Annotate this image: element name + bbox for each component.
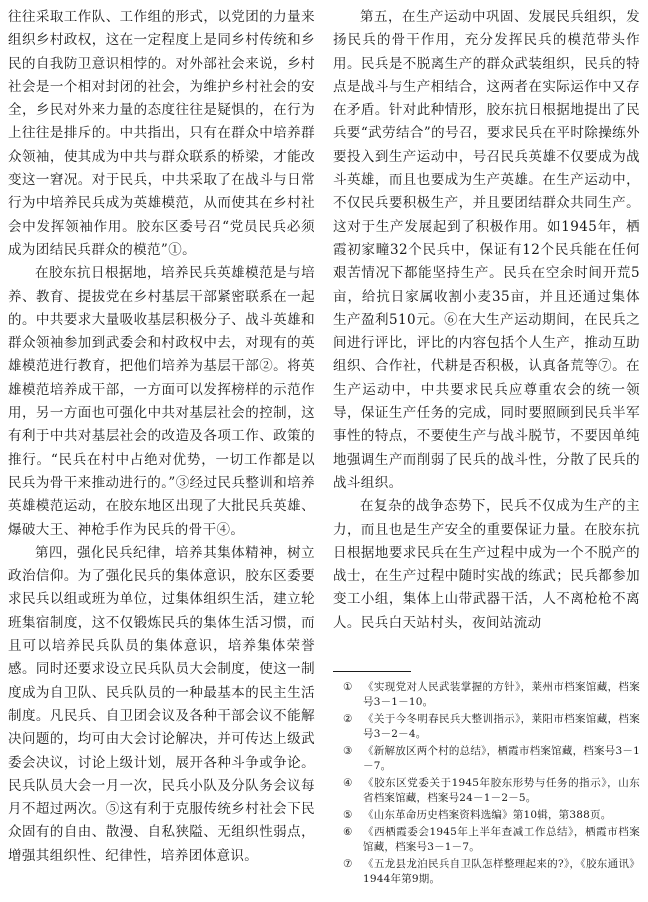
footnote <box>333 825 640 855</box>
footnote-text: 《关于今冬明春民兵大整训指示》，莱阳市档案馆藏，档案号3－2－4。 <box>363 713 640 740</box>
left-text-column <box>8 6 315 868</box>
footnote-number: ① <box>343 681 353 693</box>
footnote-text: 《西栖霞委会1945年上半年查减工作总结》，栖霞市档案馆藏，档案号3－1－7。 <box>363 826 640 853</box>
footnote <box>333 857 640 887</box>
footnote-number: ⑤ <box>343 809 353 821</box>
footnote-text: 《新解放区两个村的总结》，栖霞市档案馆藏，档案号3－1－7。 <box>363 745 640 772</box>
footnote <box>333 776 640 806</box>
footnote <box>333 808 640 823</box>
body-paragraph: 第五，在生产运动中巩固、发展民兵组织，发扬民兵的骨干作用，充分发挥民兵的模范带头作用。民兵是不脱离生产的群众武装组织，民兵的特点是战斗与生产相结合，这两者在实际运作中又存在矛盾。针对此种情形，胶东抗日根据地提出了民兵要“武劳结合”的号召，要求民兵在平时除操练外要投入到生产运动中，号召民兵英雄不仅要成为战斗英雄，而且也要成为生产英雄。在生产运动中，不仅民兵要积极生产，并且要团结群众共同生产。这对于生产发展起到了积极作用。如1945年，栖霞初家疃32个民兵中，保证有12个民兵能在任何艰苦情况下都能坚持生产。民兵在空余时间开荒5亩，给抗日家属收割小麦35亩，并且还通过集体生产盈利510元。⑥在大生产运动期间，在民兵之间进行评比，评比的内容包括个人生产，推动互助组织、合作社，代耕是否积极，认真备荒等⑦。在生产运动中，中共要求民兵应尊重农会的统一领导，保证生产任务的完成，同时要照顾到民兵半军事性的特点，不要使生产与战斗脱节，不要因单纯地强调生产而削弱了民兵的战斗性，分散了民兵的战斗组织。 <box>333 9 640 491</box>
body-paragraph: 第四，强化民兵纪律，培养其集体精神，树立政治信仰。为了强化民兵的集体意识，胶东区委要求民兵以组或班为单位，过集体组织生活，建立轮班集宿制度，这不仅锻炼民兵的集体生活习惯，而且可以培养民兵队员的集体意识，培养集体荣誉感。同时还要求设立民兵队员大会制度，使这一制度成为自卫队、民兵队员的一种最基本的民主生活制度。凡民兵、自卫团会议及各种干部会议不能解决问题的，均可由大会讨论解决，并可传达上级武委会决议，讨论上级计划，展开各种斗争或争论。民兵队员大会一月一次，民兵小队及分队务会议每月不超过两次。⑤这有利于克服传统乡村社会下民众固有的自由、散漫、自私狭隘、无组织性弱点，增强其组织性、纪律性，培养团体意识。 <box>8 544 315 864</box>
footnote <box>333 712 640 742</box>
footnote-text: 《胶东区党委关于1945年胶东形势与任务的指示》，山东省档案馆藏，档案号24－1－2－5。 <box>363 777 640 804</box>
footnotes <box>333 680 640 889</box>
footnote-number: ② <box>343 713 353 725</box>
right-text-column <box>333 6 640 635</box>
footnote-separator <box>333 671 411 672</box>
footnote <box>333 744 640 774</box>
body-paragraph: 在胶东抗日根据地，培养民兵英雄模范是与培养、教育、提拔党在乡村基层干部紧密联系在一起的。中共要求大量吸收基层积极分子、战斗英雄和群众领袖参加到武委会和村政权中去，对现有的英雄模范进行教育，把他们培养为基层干部②。将英雄模范培养成干部，一方面可以发挥榜样的示范作用，另一方面也可强化中共对基层社会的控制，这有利于中共对基层社会的改造及各项工作、政策的推行。“民兵在村中占绝对优势，一切工作都是以民兵为骨干来推动进行的。”③经过民兵整训和培养英雄模范运动，在胶东地区出现了大批民兵英雄、爆破大王、神枪手作为民兵的骨干④。 <box>8 265 315 538</box>
footnote-number: ⑥ <box>343 826 353 838</box>
footnote-text: 《山东革命历史档案资料选编》第10辑，第388页。 <box>363 809 612 821</box>
footnote-number: ⑦ <box>343 858 353 870</box>
footnote <box>333 680 640 710</box>
body-paragraph: 在复杂的战争态势下，民兵不仅成为生产的主力，而且也是生产安全的重要保证力量。在胶东抗日根据地要求民兵在生产过程中成为一个不脱产的战士，在生产过程中随时实战的练武；民兵都参加变工小组，集体上山带武器干活，人不离枪枪不离人。民兵白天站村头，夜间站流动 <box>333 498 640 631</box>
footnote-number: ④ <box>343 777 353 789</box>
body-paragraph: 往往采取工作队、工作组的形式，以党团的力量来组织乡村政权，这在一定程度上是同乡村传统和乡民的自我防卫意识相悖的。对外部社会来说，乡村社会是一个相对封闭的社会，为维护乡村社会的安全，乡民对外来力量的态度往往是疑惧的，在行为上往往是排斥的。中共指出，只有在群众中培养群众领袖，使其成为中共与群众联系的桥梁，才能改变这一窘况。对于民兵，中共采取了在战斗与日常行为中培养民兵成为英雄模范，从而使其在乡村社会中发挥领袖作用。胶东区委号召“党员民兵必须成为团结民兵群众的模范”①。 <box>8 9 315 258</box>
footnote-text: 《实现党对人民武装掌握的方针》，莱州市档案馆藏，档案号3－1－10。 <box>363 681 640 708</box>
footnote-text: 《五龙县龙泊民兵自卫队怎样整理起来的?》，《胶东通讯》1944年第9期。 <box>363 858 640 885</box>
footnote-number: ③ <box>343 745 353 757</box>
